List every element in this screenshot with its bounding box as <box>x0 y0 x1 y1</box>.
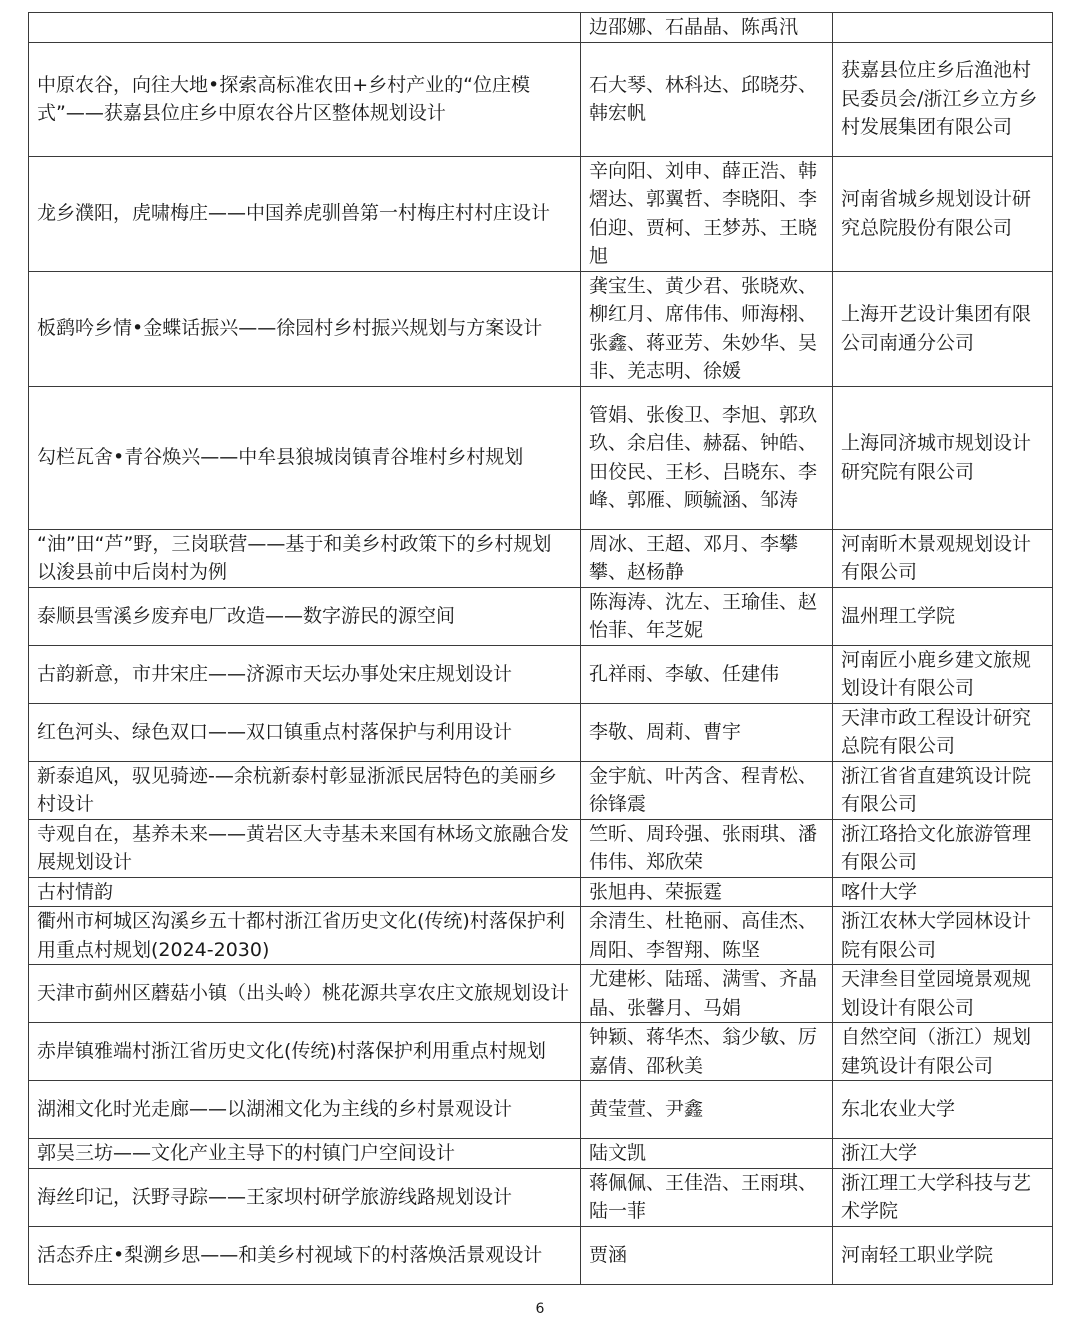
organization-cell: 浙江珞拾文化旅游管理有限公司 <box>833 819 1053 877</box>
organization-cell: 河南匠小鹿乡建文旅规划设计有限公司 <box>833 645 1053 703</box>
authors-cell: 石大琴、林科达、邱晓芬、韩宏帆 <box>581 42 833 156</box>
organization-cell: 上海开艺设计集团有限公司南通分公司 <box>833 271 1053 386</box>
project-title-cell: 古村情韵 <box>29 877 581 907</box>
organization-cell: 浙江农林大学园林设计院有限公司 <box>833 907 1053 965</box>
project-title-cell: 海丝印记，沃野寻踪——王家坝村研学旅游线路规划设计 <box>29 1168 581 1226</box>
authors-cell: 贾涵 <box>581 1226 833 1284</box>
authors-cell: 钟颖、蒋华杰、翁少敏、厉嘉倩、邵秋美 <box>581 1023 833 1081</box>
project-title-cell: 龙乡濮阳，虎啸梅庄——中国养虎驯兽第一村梅庄村村庄设计 <box>29 156 581 271</box>
organization-cell: 河南轻工职业学院 <box>833 1226 1053 1284</box>
table-row <box>29 156 1053 271</box>
authors-cell: 黄莹萱、尹鑫 <box>581 1081 833 1139</box>
organization-cell: 河南省城乡规划设计研究总院股份有限公司 <box>833 156 1053 271</box>
project-title-cell <box>29 13 581 43</box>
organization-cell: 喀什大学 <box>833 877 1053 907</box>
project-title-cell: 新泰追风，驭见骑迹-—余杭新泰村彰显浙派民居特色的美丽乡村设计 <box>29 761 581 819</box>
organization-cell <box>833 13 1053 43</box>
organization-cell: 上海同济城市规划设计研究院有限公司 <box>833 386 1053 529</box>
table-row <box>29 1081 1053 1139</box>
authors-cell: 李敬、周莉、曹宇 <box>581 703 833 761</box>
table-row <box>29 587 1053 645</box>
project-title-cell: 中原农谷，向往大地•探索高标准农田+乡村产业的“位庄模式”——获嘉县位庄乡中原农谷片区整体规划设计 <box>29 42 581 156</box>
authors-cell: 龚宝生、黄少君、张晓欢、柳红月、席伟伟、师海栩、张鑫、蒋亚芳、朱妙华、吴非、羌志明、徐媛 <box>581 271 833 386</box>
organization-cell: 温州理工学院 <box>833 587 1053 645</box>
authors-cell: 管娟、张俊卫、李旭、郭玖玖、余启佳、赫磊、钟皓、田佼民、王杉、吕晓东、李峰、郭雁、顾毓涵、邹涛 <box>581 386 833 529</box>
authors-cell: 金宇航、叶芮含、程青松、徐锋震 <box>581 761 833 819</box>
organization-cell: 浙江大学 <box>833 1139 1053 1169</box>
organization-cell: 自然空间（浙江）规划建筑设计有限公司 <box>833 1023 1053 1081</box>
project-title-cell: 古韵新意，市井宋庄——济源市天坛办事处宋庄规划设计 <box>29 645 581 703</box>
table-row <box>29 761 1053 819</box>
organization-cell: 天津叁目堂园境景观规划设计有限公司 <box>833 965 1053 1023</box>
table-row <box>29 645 1053 703</box>
table-row <box>29 1139 1053 1169</box>
authors-cell: 辛向阳、刘申、薛正浩、韩熠达、郭翼哲、李晓阳、李伯迎、贾柯、王梦苏、王晓旭 <box>581 156 833 271</box>
table-row <box>29 1168 1053 1226</box>
award-table <box>28 12 1053 1285</box>
organization-cell: 浙江省省直建筑设计院有限公司 <box>833 761 1053 819</box>
organization-cell: 获嘉县位庄乡后渔池村民委员会/浙江乡立方乡村发展集团有限公司 <box>833 42 1053 156</box>
table-row <box>29 907 1053 965</box>
authors-cell: 陆文凯 <box>581 1139 833 1169</box>
page-number: 6 <box>535 1301 545 1317</box>
table-row <box>29 13 1053 43</box>
authors-cell: 孔祥雨、李敏、任建伟 <box>581 645 833 703</box>
project-title-cell: 板鹞吟乡情•金蝶话振兴——徐园村乡村振兴规划与方案设计 <box>29 271 581 386</box>
authors-cell: 边邵娜、石晶晶、陈禹汛 <box>581 13 833 43</box>
authors-cell: 周冰、王超、邓月、李攀攀、赵杨静 <box>581 529 833 587</box>
project-title-cell: 红色河头、绿色双口——双口镇重点村落保护与利用设计 <box>29 703 581 761</box>
project-title-cell: 寺观自在，基养未来——黄岩区大寺基未来国有林场文旅融合发展规划设计 <box>29 819 581 877</box>
authors-cell: 陈海涛、沈左、王瑜佳、赵怡菲、年芝妮 <box>581 587 833 645</box>
project-title-cell: 天津市蓟州区蘑菇小镇（出头岭）桃花源共享农庄文旅规划设计 <box>29 965 581 1023</box>
authors-cell: 竺昕、周玲强、张雨琪、潘伟伟、郑欣荣 <box>581 819 833 877</box>
table-row <box>29 965 1053 1023</box>
table-row <box>29 1226 1053 1284</box>
project-title-cell: 泰顺县雪溪乡废弃电厂改造——数字游民的源空间 <box>29 587 581 645</box>
organization-cell: 河南昕木景观规划设计有限公司 <box>833 529 1053 587</box>
organization-cell: 浙江理工大学科技与艺术学院 <box>833 1168 1053 1226</box>
table-row <box>29 271 1053 386</box>
project-title-cell: 郭吴三坊——文化产业主导下的村镇门户空间设计 <box>29 1139 581 1169</box>
table-row <box>29 819 1053 877</box>
authors-cell: 尤建彬、陆瑶、满雪、齐晶晶、张馨月、马娟 <box>581 965 833 1023</box>
organization-cell: 东北农业大学 <box>833 1081 1053 1139</box>
table-row <box>29 703 1053 761</box>
project-title-cell: “油”田“芦”野，三岗联营——基于和美乡村政策下的乡村规划 以浚县前中后岗村为例 <box>29 529 581 587</box>
organization-cell: 天津市政工程设计研究总院有限公司 <box>833 703 1053 761</box>
project-title-cell: 勾栏瓦舍•青谷焕兴——中牟县狼城岗镇青谷堆村乡村规划 <box>29 386 581 529</box>
authors-cell: 蒋佩佩、王佳浩、王雨琪、陆一菲 <box>581 1168 833 1226</box>
table-row <box>29 877 1053 907</box>
table-row <box>29 529 1053 587</box>
table-row <box>29 1023 1053 1081</box>
project-title-cell: 湖湘文化时光走廊——以湖湘文化为主线的乡村景观设计 <box>29 1081 581 1139</box>
award-table-body <box>29 13 1053 1285</box>
table-row <box>29 386 1053 529</box>
project-title-cell: 活态乔庄•梨溯乡思——和美乡村视域下的村落焕活景观设计 <box>29 1226 581 1284</box>
project-title-cell: 衢州市柯城区沟溪乡五十都村浙江省历史文化(传统)村落保护利用重点村规划(2024-2030) <box>29 907 581 965</box>
authors-cell: 余清生、杜艳丽、高佳杰、周阳、李智翔、陈坚 <box>581 907 833 965</box>
table-row <box>29 42 1053 156</box>
authors-cell: 张旭冉、荣振霆 <box>581 877 833 907</box>
project-title-cell: 赤岸镇雅端村浙江省历史文化(传统)村落保护利用重点村规划 <box>29 1023 581 1081</box>
